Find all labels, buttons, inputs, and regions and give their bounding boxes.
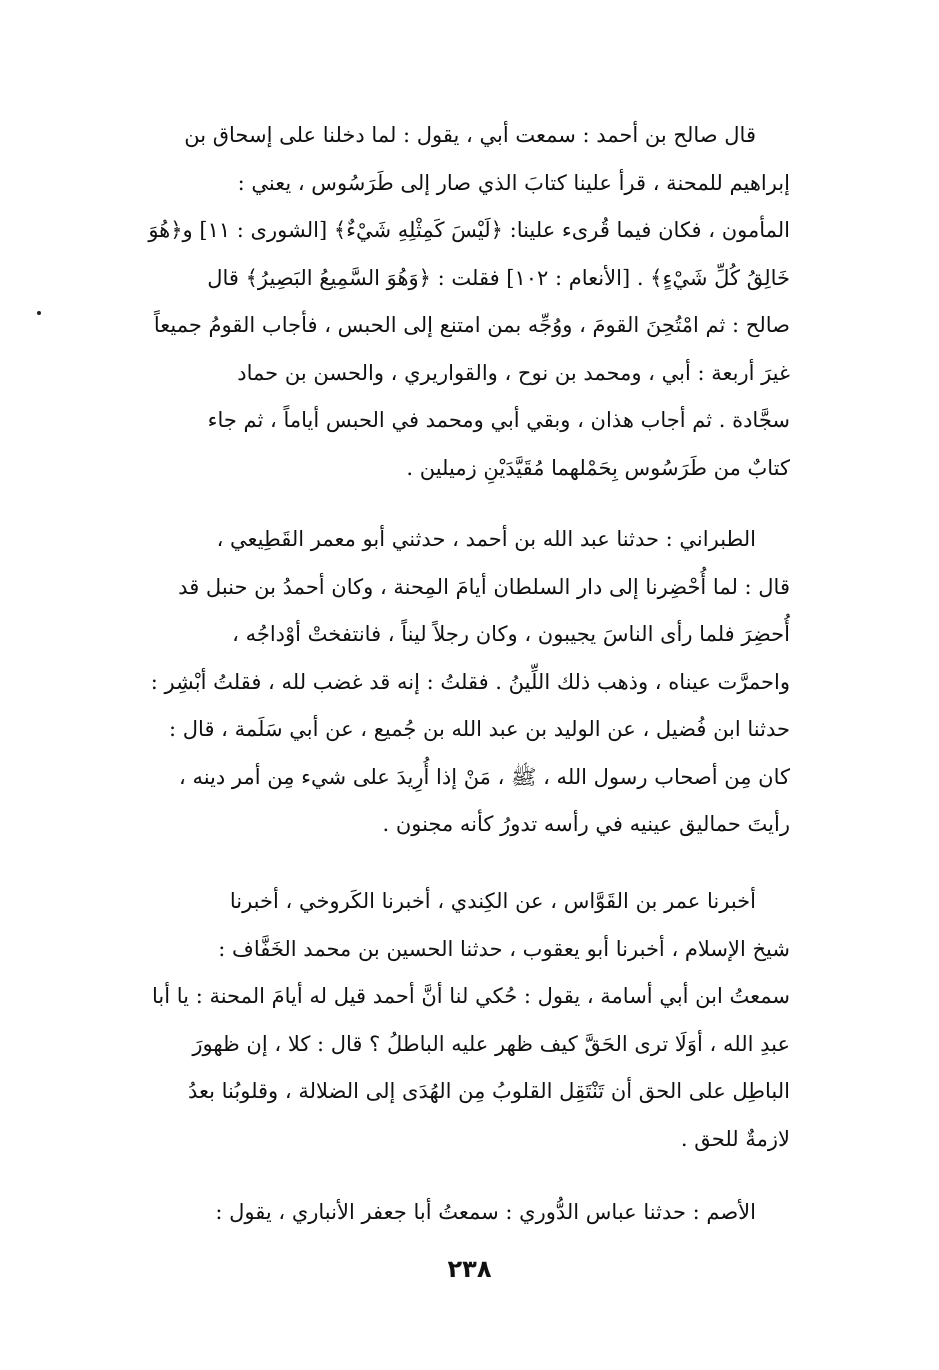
text-line: شيخ الإسلام ، أخبرنا أبو يعقوب ، حدثنا الحسين بن محمد الخَفَّاف : [218, 936, 790, 961]
text-line: إبراهيم للمحنة ، قرأ علينا كتابَ الذي صار إلى طَرَسُوس ، يعني : [237, 170, 790, 195]
text-line: الباطِل على الحق أن تَنْتَقِل القلوبُ مِن الهُدَى إلى الضلالة ، وقلوبُنا بعدُ [187, 1079, 790, 1103]
margin-dot [37, 311, 41, 315]
paragraph-qawwas-narration [108, 878, 790, 1163]
paragraph-tabarani-narration [108, 516, 790, 849]
paragraph-asam-narration [108, 1189, 790, 1237]
text-line: أخبرنا عمر بن القَوَّاس ، عن الكِندي ، أخبرنا الكَروخي ، أخبرنا [229, 889, 756, 913]
text-line: كتابٌ من طَرَسُوس بِحَمْلهما مُقَيَّدَيْنِ زميلين . [406, 455, 790, 480]
text-line: حدثنا ابن فُضيل ، عن الوليد بن عبد الله بن جُميع ، عن أبي سَلَمة ، قال : [169, 717, 790, 741]
text-line: صالح : ثم امْتُحِنَ القومَ ، ووُجِّه بمن امتنع إلى الحبس ، فأجاب القومُ جميعاً [153, 313, 790, 337]
text-line: خَالِقُ كُلِّ شَيْءٍ﴾ . [الأنعام : ١٠٢] فقلت : ﴿وَهُوَ السَّمِيعُ البَصِيرُ﴾ قال [207, 265, 790, 290]
text-line: أُحضِرَ فلما رأى الناسَ يجيبون ، وكان رجلاً ليناً ، فانتفختْ أوْداجُه ، [232, 622, 790, 646]
text-line: لازمةٌ للحق . [680, 1126, 790, 1151]
text-line: غيرَ أربعة : أبي ، ومحمد بن نوح ، والقواريري ، والحسن بن حماد [237, 360, 790, 385]
page-number: ٢٣٨ [447, 1255, 492, 1283]
text-line: قال صالح بن أحمد : سمعت أبي ، يقول : لما دخلنا على إسحاق بن [184, 123, 756, 147]
text-line: عبدِ الله ، أوَلَا ترى الحَقَّ كيف ظهر عليه الباطلُ ؟ قال : كلا ، إن ظهورَ [192, 1031, 790, 1056]
text-line: سمعتُ ابن أبي أسامة ، يقول : حُكي لنا أنَّ أحمد قيل له أيامَ المحنة : يا أبا [152, 984, 790, 1008]
text-line: الطبراني : حدثنا عبد الله بن أحمد ، حدثني أبو معمر القَطِيعي ، [216, 527, 756, 551]
text-line: رأيتَ حماليق عينيه في رأسه تدورُ كأنه مجنون . [382, 812, 790, 836]
text-line: المأمون ، فكان فيما قُرىء علينا: ﴿لَيْسَ كَمِثْلِهِ شَيْءٌ﴾ [الشورى : ١١] و﴿هُوَ [148, 218, 790, 242]
text-line: قال : لما أُحْضِرنا إلى دار السلطان أيامَ المِحنة ، وكان أحمدُ بن حنبل قد [178, 574, 790, 599]
paragraph-saleh-narration [108, 112, 790, 492]
text-line: الأصم : حدثنا عباس الدُّوري : سمعتُ أبا جعفر الأنباري ، يقول : [215, 1200, 756, 1224]
text-line: واحمرَّت عيناه ، وذهب ذلك اللِّينُ . فقلتُ : إنه قد غضب لله ، فقلتُ أبْشِر : [150, 669, 790, 694]
text-line: كان مِن أصحاب رسول الله ، ﷺ ، مَنْ إذا أُرِيدَ على شيء مِن أمر دينه ، [179, 764, 790, 789]
text-line: سجَّادة . ثم أجاب هذان ، وبقي أبي ومحمد في الحبس أياماً ، ثم جاء [207, 408, 790, 432]
